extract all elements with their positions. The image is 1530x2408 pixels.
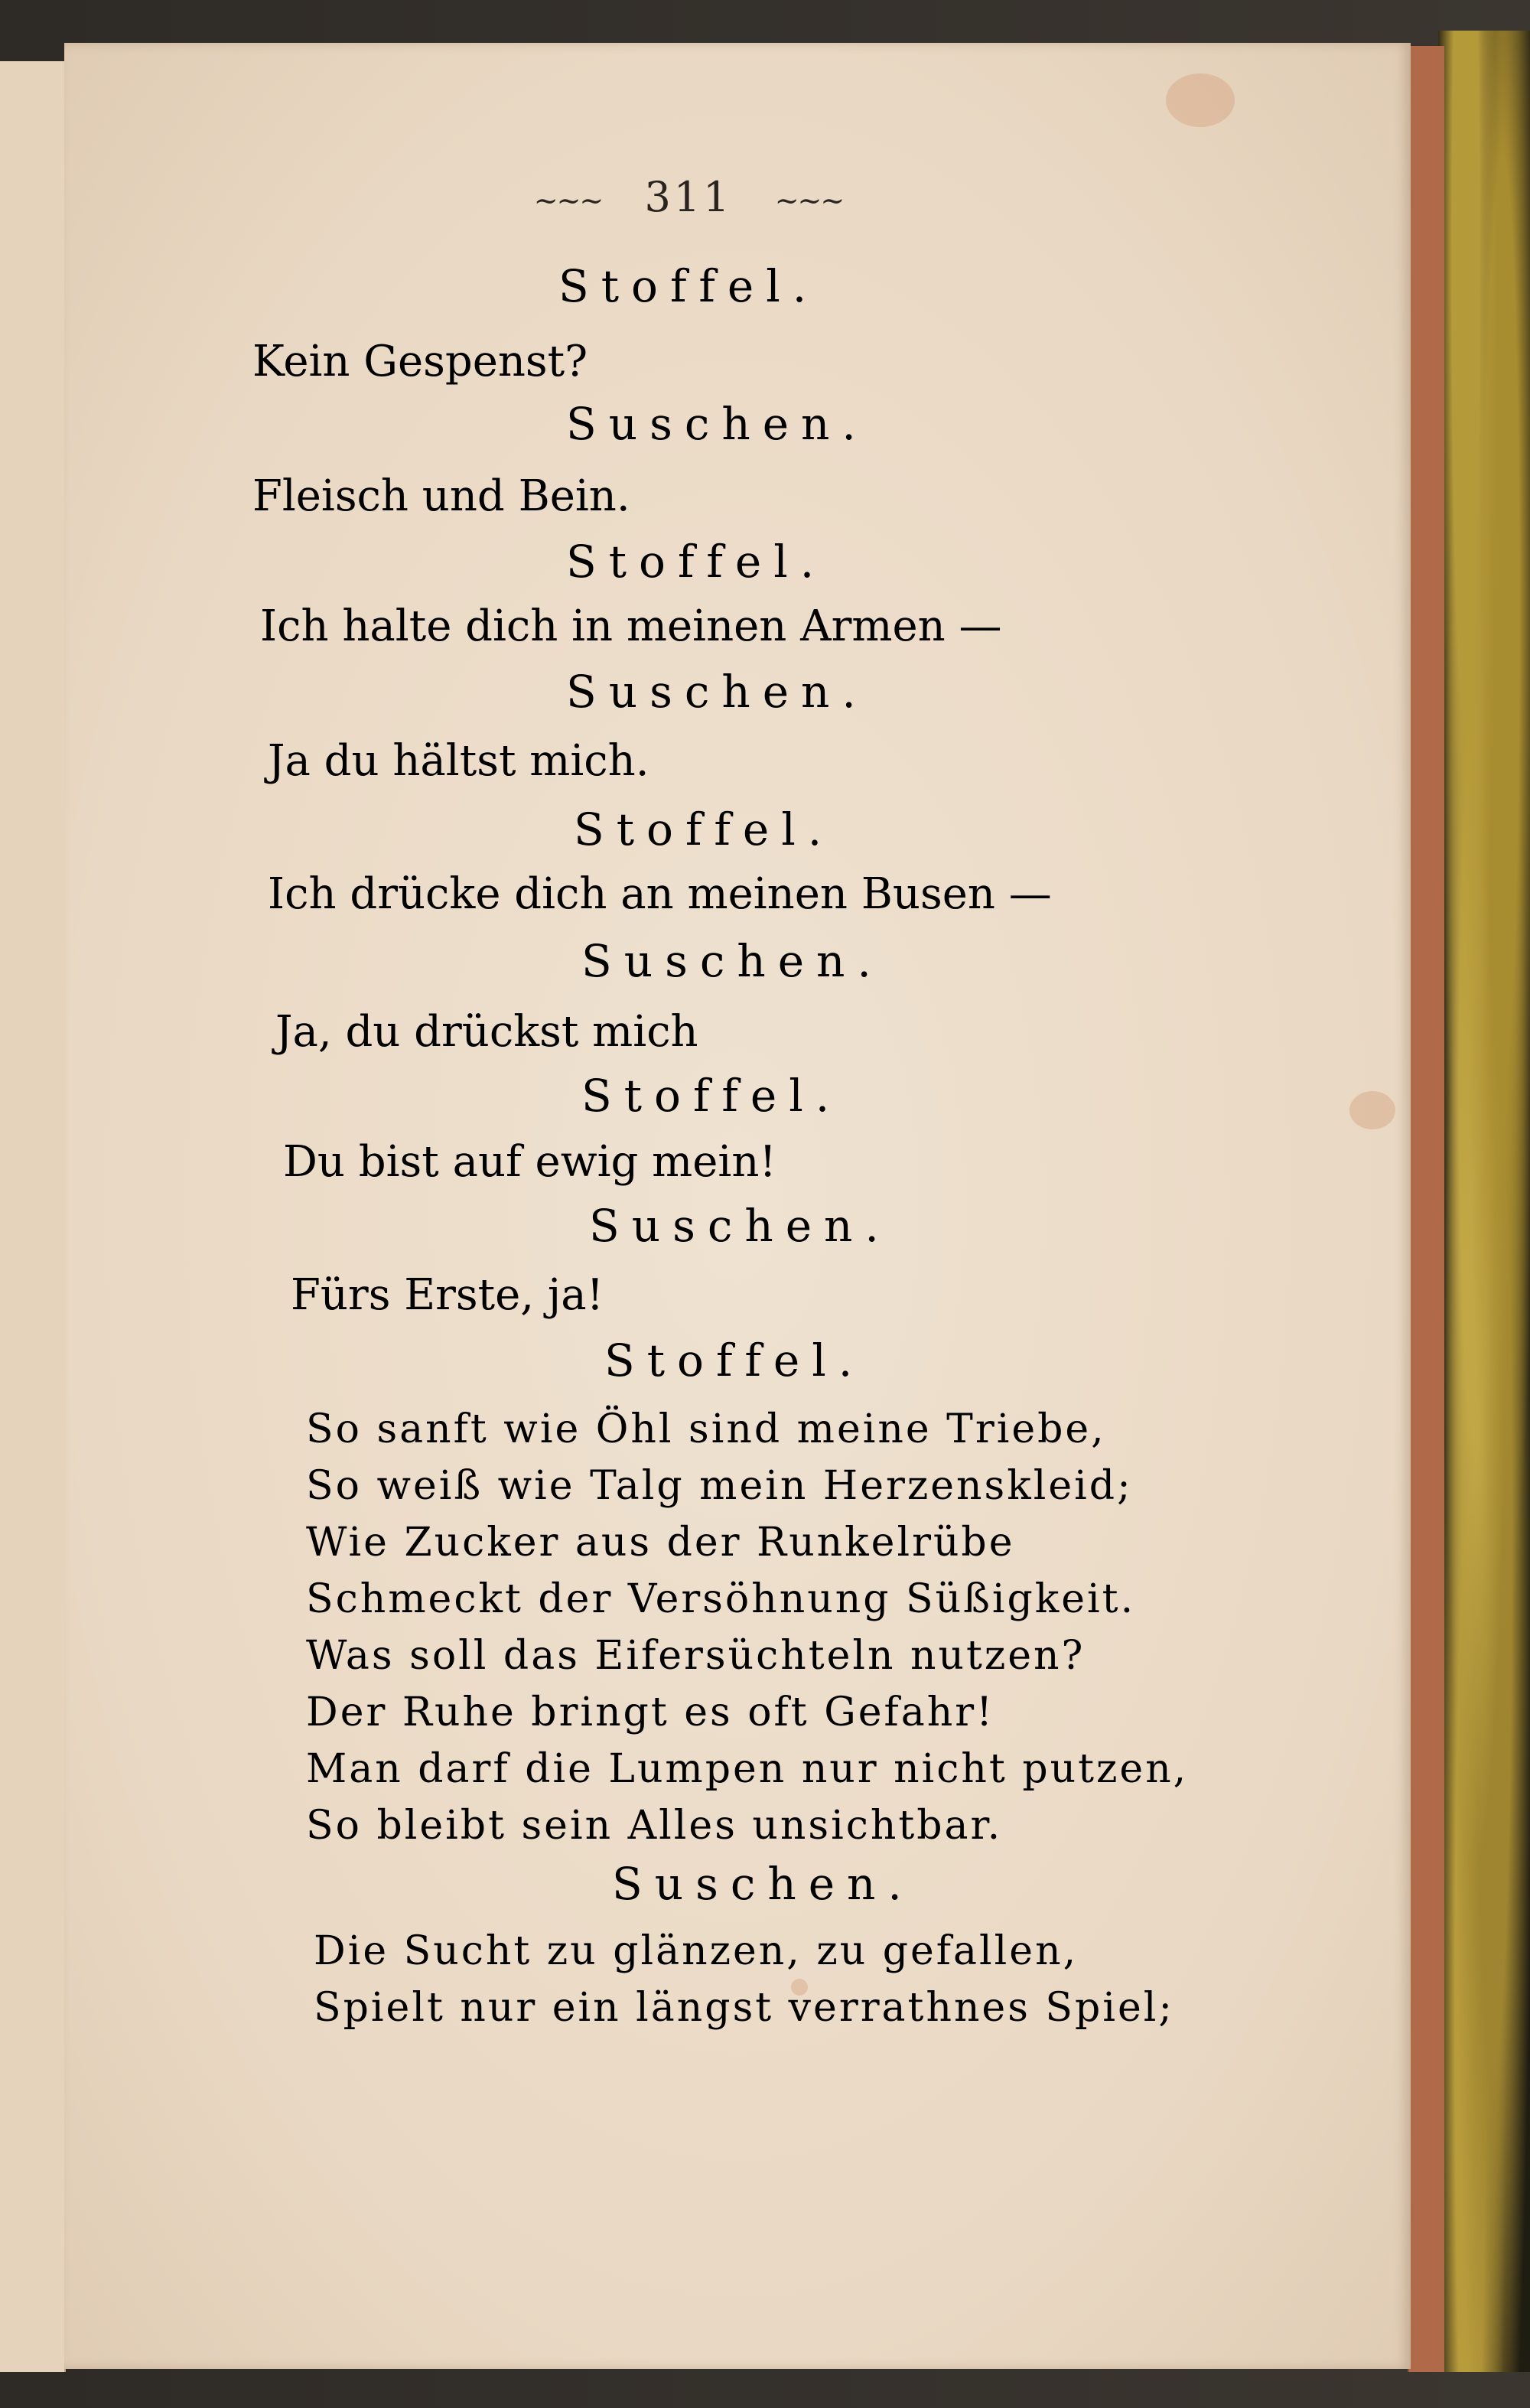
verse-line: Man darf die Lumpen nur nicht putzen, (306, 1746, 1189, 1792)
verse-line: Spielt nur ein längst verrathnes Spiel; (314, 1985, 1174, 2031)
verse-line: Wie Zucker aus der Runkelrübe (306, 1520, 1015, 1566)
verse-line: So weiß wie Talg mein Herzenskleid; (306, 1463, 1133, 1509)
verse-line: Schmeckt der Versöhnung Süßigkeit. (306, 1576, 1136, 1622)
dialogue-line: Ja du hältst mich. (268, 736, 649, 786)
verse-line: Was soll das Eifersüchteln nutzen? (306, 1633, 1086, 1679)
speaker-name: Stoffel. (558, 260, 819, 312)
paper-stain (1349, 1091, 1395, 1129)
verse-line: So sanft wie Öhl sind meine Triebe, (306, 1406, 1106, 1452)
dialogue-line: Kein Gespenst? (252, 337, 588, 386)
dialogue-line: Fleisch und Bein. (252, 471, 630, 521)
speaker-name: Stoffel. (566, 536, 827, 588)
verse-line: So bleibt sein Alles unsichtbar. (306, 1803, 1003, 1849)
dialogue-line: Du bist auf ewig mein! (283, 1137, 776, 1187)
speaker-name: Suschen. (581, 935, 884, 987)
speaker-name: Suschen. (566, 666, 868, 718)
speaker-name: Suschen. (566, 398, 868, 450)
dialogue-line: Ja, du drückst mich (275, 1007, 698, 1057)
dialogue-line: Fürs Erste, ja! (291, 1270, 604, 1320)
dialogue-line: Ich halte dich in meinen Armen — (260, 601, 1002, 651)
ornament-right: ~~~ (774, 184, 844, 217)
facing-page-edge (0, 61, 66, 2372)
ornament-left: ~~~ (533, 184, 603, 217)
cover-edge (1408, 46, 1444, 2372)
paper-stain (1166, 73, 1235, 127)
speaker-name: Stoffel. (604, 1334, 865, 1386)
speaker-name: Suschen. (589, 1200, 891, 1252)
verse-line: Die Sucht zu glänzen, zu gefallen, (314, 1928, 1079, 1974)
speaker-name: Stoffel. (581, 1070, 842, 1122)
page-number: 311 (644, 173, 733, 221)
verse-line: Der Ruhe bringt es oft Gefahr! (306, 1690, 995, 1735)
speaker-name: Stoffel. (574, 803, 835, 855)
speaker-name: Suschen. (612, 1858, 914, 1910)
page-header (505, 173, 872, 221)
dialogue-line: Ich drücke dich an meinen Busen — (268, 869, 1052, 919)
marbled-cover (1438, 31, 1530, 2372)
